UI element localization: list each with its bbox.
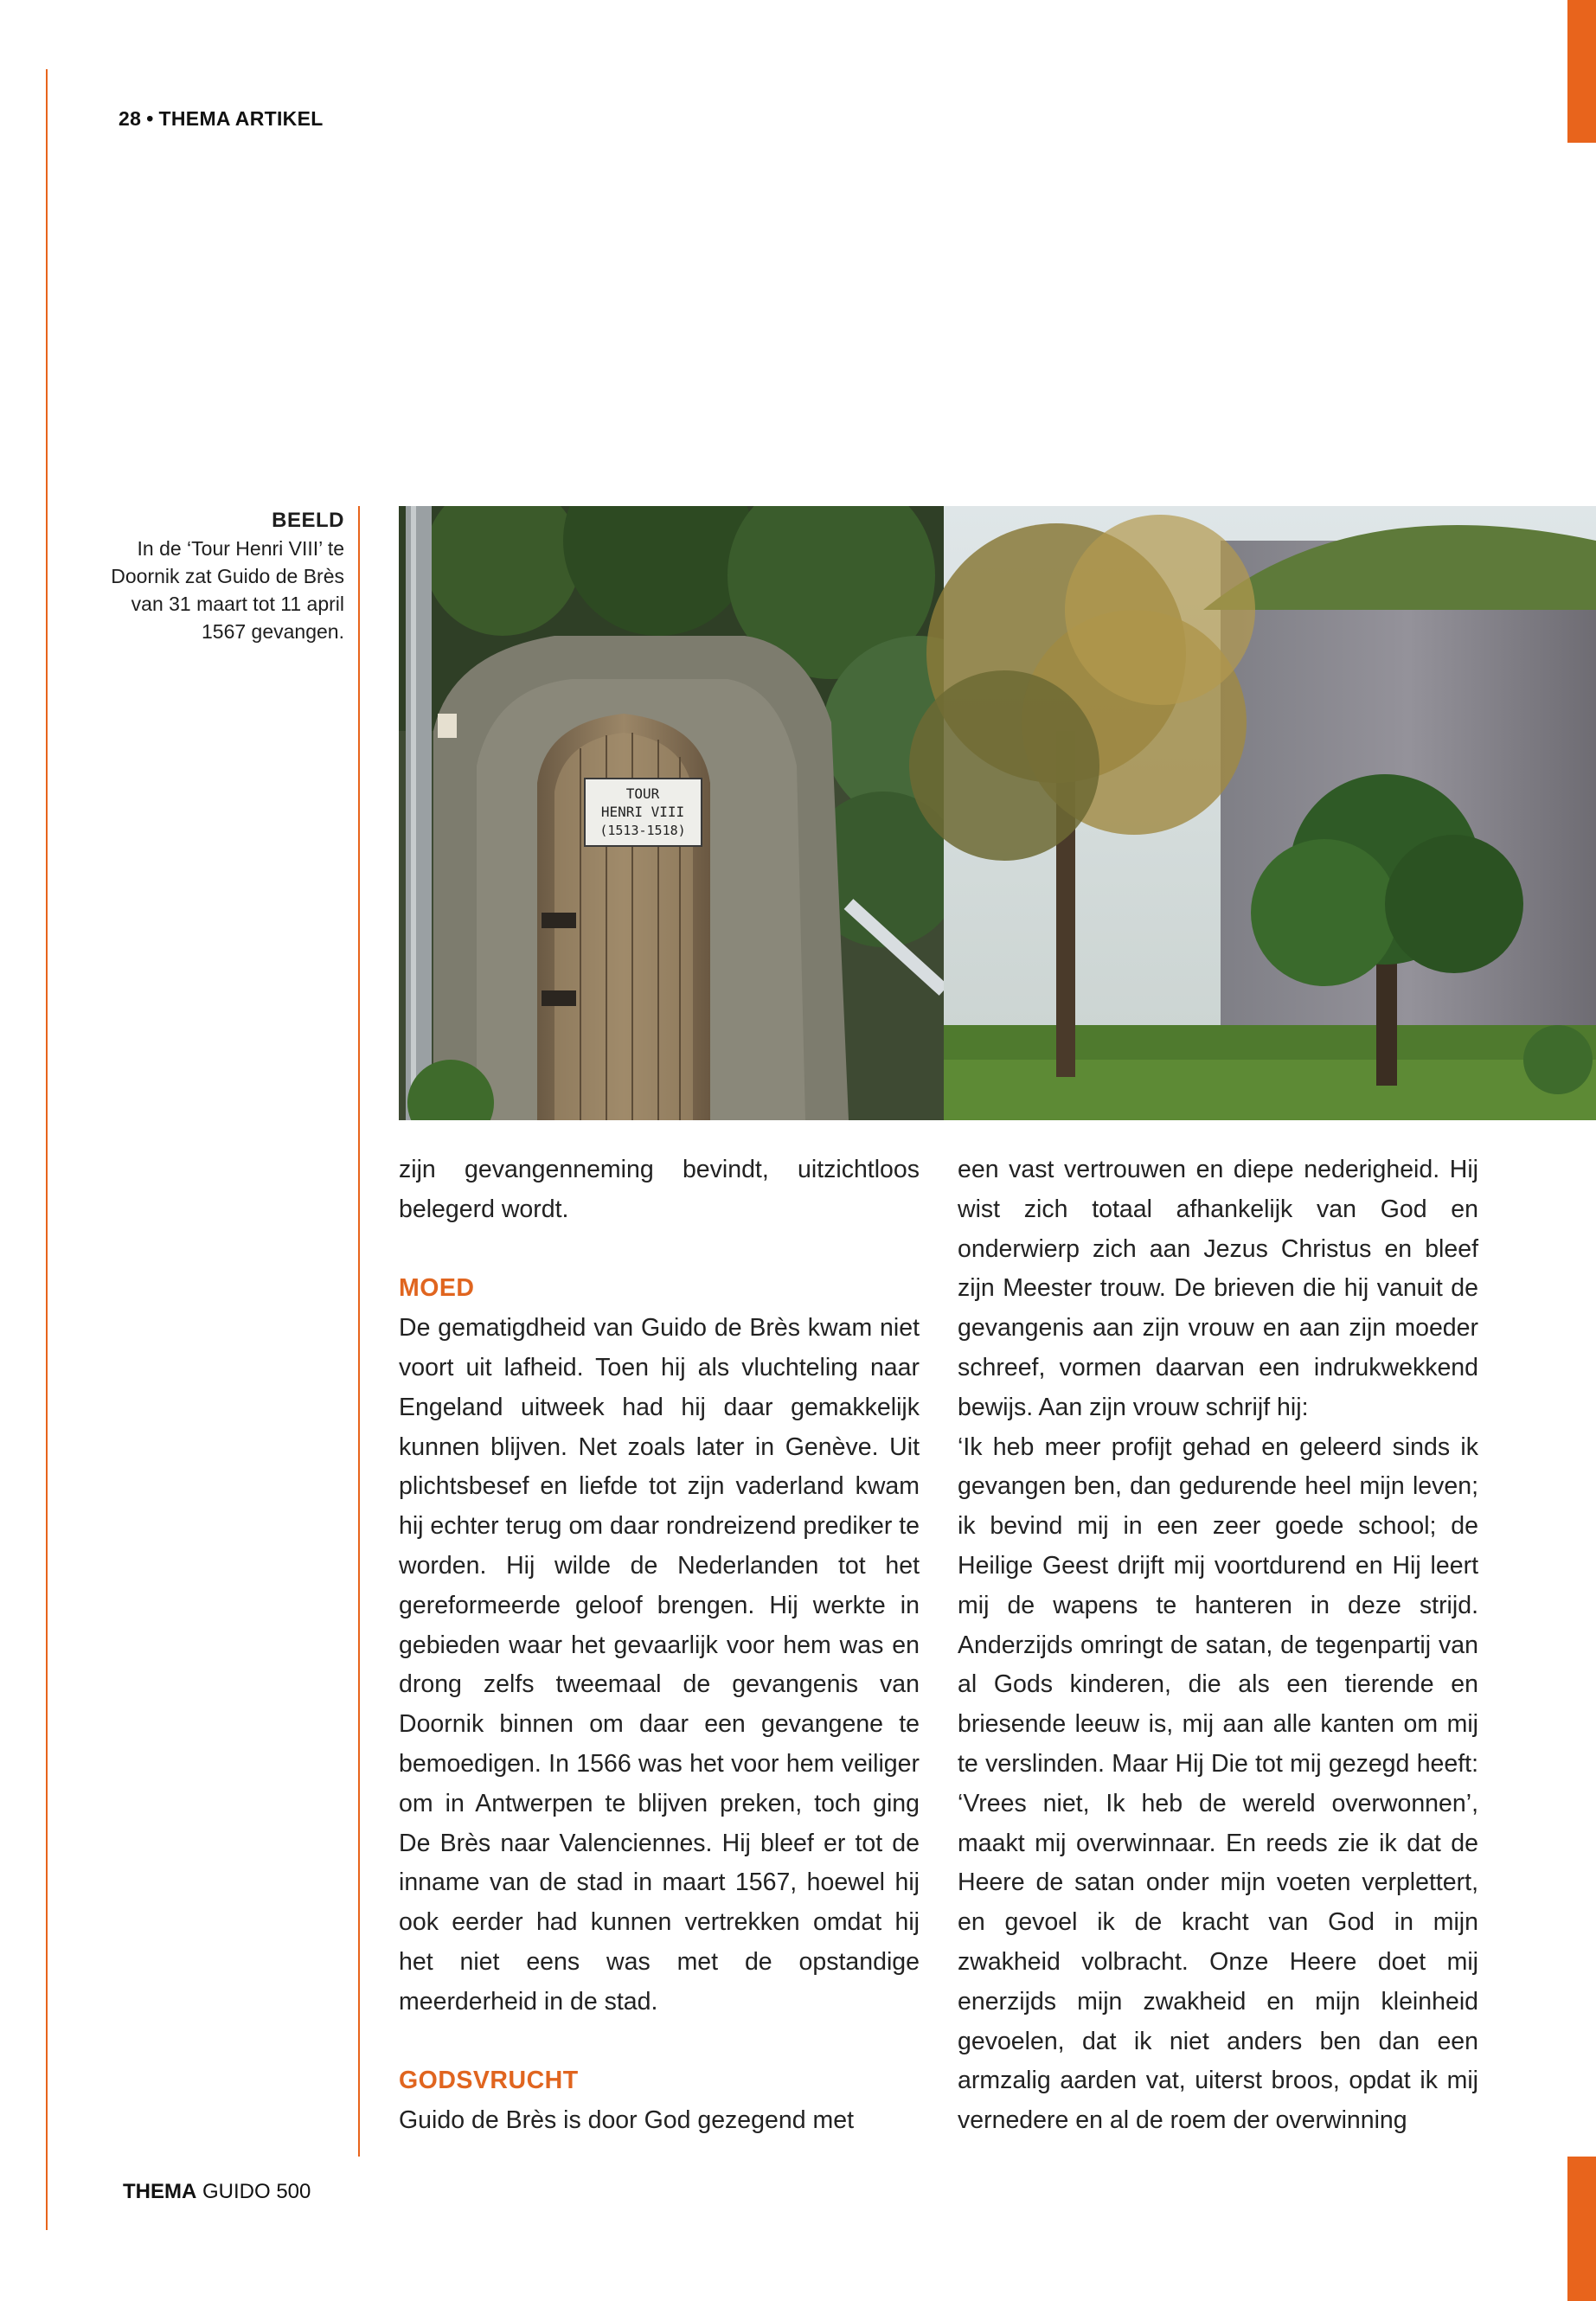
- door-sign: [585, 779, 702, 846]
- text-column-2: [958, 1150, 1478, 2141]
- running-header: [119, 107, 324, 131]
- text-column-1: [399, 1150, 920, 2141]
- header-separator: •: [146, 107, 154, 130]
- col2-paragraph-1: een vast vertrouwen en diepe nederigheid. Hij wist zich totaal afhankelijk van God en onderwierp zich aan Jezus Christus en bleef zijn Meester trouw. De brieven die hij vanuit de gevangenis aan zijn vrouw en aan zijn moeder schreef, vormen daarvan een indrukwekkend bewijs. Aan zijn vrouw schrijf hij:: [958, 1156, 1478, 1421]
- margin-rule: [46, 69, 48, 2230]
- page-number: 28: [119, 107, 142, 130]
- running-footer: [123, 2180, 311, 2204]
- image-caption: [87, 507, 344, 645]
- heading-godsvrucht: GODSVRUCHT: [399, 2067, 579, 2095]
- photo-collage: [399, 506, 1596, 1120]
- col1-paragraph-2: De gematigdheid van Guido de Brès kwam niet voort uit lafheid. Toen hij als vluchteling naar Engeland uitweek had hij daar gemakkelijk kunnen blijven. Net zoals later in Genève. Uit plichtsbesef en liefde tot zijn vaderland kwam hij echter terug om daar rondreizend prediker te worden. Hij wilde de Nederlanden tot het gereformeerde geloof brengen. Hij werkte in gebieden waar het gevaarlijk voor hem was en drong zelfs tweemaal de gevangenis van Doornik binnen om daar een gevangene te bemoedigen. In 1566 was het voor hem veiliger om in Antwerpen te blijven preken, toch ging De Brès naar Valenciennes. Hij bleef er tot de inname van de stad in maart 1567, hoewel hij ook eerder had kunnen vertrekken omdat hij het niet eens was met de opstandige meerderheid in de stad.: [399, 1314, 920, 2016]
- photo-door: [399, 506, 1013, 1120]
- door-sign-line2: HENRI VIII: [600, 804, 685, 820]
- footer-brand: THEMA: [123, 2180, 197, 2203]
- caption-text: In de ‘Tour Henri VIII’ te Doornik zat Guido de Brès van 31 maart tot 11 april 1567 gevangen.: [111, 537, 344, 643]
- door-sign-line1: TOUR: [625, 785, 660, 802]
- col1-paragraph-1: zijn gevangenneming bevindt, uitzichtloos belegerd wordt.: [399, 1156, 920, 1223]
- footer-title: GUIDO 500: [202, 2180, 311, 2203]
- col2-paragraph-2: ‘Ik heb meer profijt gehad en geleerd sinds ik gevangen ben, dan gedurende heel mijn leven; ik bevind mij in een zeer goede school; de Heilige Geest drijft mij voortdurend en Hij leert mij de wapens te hanteren in deze strijd. Anderzijds omringt de satan, de tegenpartij van al Gods kinderen, die als een tierende en briesende leeuw is, mij aan alle kanten om mij te verslinden. Maar Hij Die tot mij gezegd heeft: ‘Vrees niet, Ik heb de wereld overwonnen’, maakt mij overwinnaar. En reeds zie ik dat de Heere de satan onder mijn voeten verplettert, en gevoel ik de kracht van God in mijn zwakheid volbracht. Onze Heere doet mij enerzijds mijn zwakheid en mijn kleinheid gevoelen, dat ik niet anders ben dan een armzalig aarden vat, uiterst broos, opdat ik mij vernedere en al de roem der overwinning: [958, 1433, 1478, 2135]
- caption-title: BEELD: [272, 509, 344, 532]
- heading-moed: MOED: [399, 1274, 475, 1303]
- col1-paragraph-3: Guido de Brès is door God gezegend met: [399, 2106, 854, 2135]
- caption-rule: [358, 506, 360, 2157]
- page-tab-top: [1567, 0, 1596, 143]
- page-tab-bottom: [1567, 2157, 1596, 2301]
- section-label: THEMA ARTIKEL: [158, 107, 324, 130]
- door-sign-line3: (1513-1518): [599, 823, 686, 838]
- photo-tower: [909, 506, 1596, 1120]
